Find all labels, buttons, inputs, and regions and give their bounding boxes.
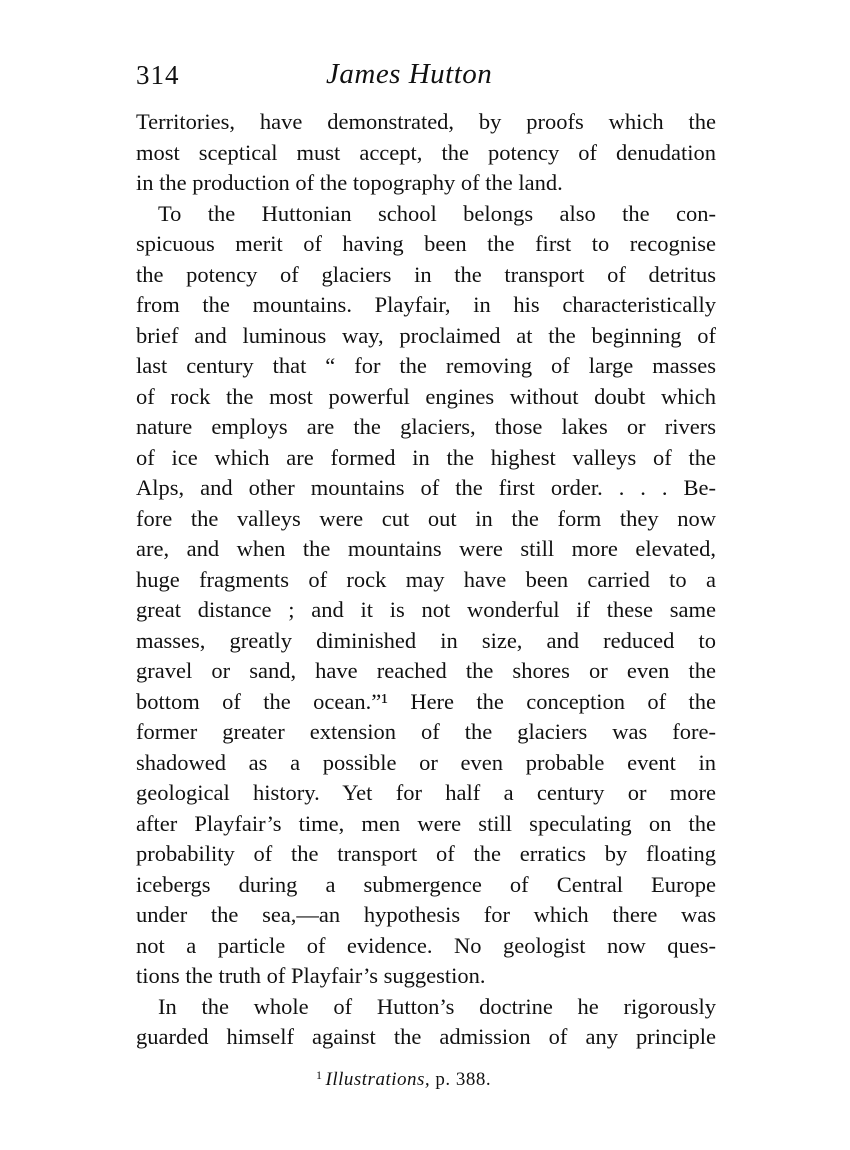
page-number: 314 (136, 60, 180, 90)
text-line: last century that “ for the removing of large masses (136, 353, 716, 378)
text-line: Territories, have demonstrated, by proofs which the (136, 109, 716, 134)
text-line: gravel or sand, have reached the shores or even the (136, 658, 716, 683)
footnote-reference: p. 388. (430, 1069, 492, 1090)
text-line: fore the valleys were cut out in the form they now (136, 505, 716, 531)
footnote-marker: 1 (316, 1068, 323, 1082)
text-line: bottom of the ocean.”¹ Here the conception of the (136, 688, 716, 714)
text-line: of ice which are formed in the highest valleys of the (136, 444, 716, 470)
text-line: huge fragments of rock may have been carried to a (136, 566, 716, 592)
footnote (316, 1068, 491, 1091)
text-line: of rock the most powerful engines without doubt which (136, 383, 716, 409)
text-line: In the whole of Hutton’s doctrine he rigorously (158, 993, 716, 1019)
text-line: nature employs are the glaciers, those lakes or rivers (136, 414, 716, 439)
text-line: in the production of the topography of the land. (136, 170, 563, 195)
text-line: the potency of glaciers in the transport of detritus (136, 261, 716, 287)
text-line: masses, greatly diminished in size, and reduced to (136, 627, 716, 653)
text-line: probability of the transport of the erratics by floating (136, 841, 716, 866)
text-line: from the mountains. Playfair, in his characteristically (136, 292, 716, 317)
text-line: great distance ; and it is not wonderful if these same (136, 597, 716, 622)
text-line: spicuous merit of having been the first to recognise (136, 231, 716, 256)
text-line: icebergs during a submergence of Central Europe (136, 871, 716, 897)
text-line: most sceptical must accept, the potency of denudation (136, 139, 716, 165)
text-line: after Playfair’s time, men were still speculating on the (136, 810, 716, 836)
text-line: former greater extension of the glaciers was fore- (136, 719, 716, 744)
text-line: brief and luminous way, proclaimed at the beginning of (136, 322, 716, 348)
text-line: tions the truth of Playfair’s suggestion. (136, 963, 486, 988)
text-line: are, and when the mountains were still more elevated, (136, 536, 716, 561)
text-line: shadowed as a possible or even probable event in (136, 749, 716, 775)
text-line: under the sea,—an hypothesis for which there was (136, 902, 716, 927)
running-title: James Hutton (326, 58, 493, 90)
text-line: not a particle of evidence. No geologist now ques- (136, 932, 716, 958)
footnote-title: Illustrations, (325, 1069, 431, 1090)
body-text (136, 107, 716, 1053)
text-line: geological history. Yet for half a century or more (136, 780, 716, 805)
running-head (136, 58, 716, 98)
text-line: To the Huttonian school belongs also the con- (158, 200, 716, 226)
text-line: Alps, and other mountains of the first order. . . . Be- (136, 475, 716, 500)
text-line: guarded himself against the admission of any principle (136, 1024, 716, 1049)
